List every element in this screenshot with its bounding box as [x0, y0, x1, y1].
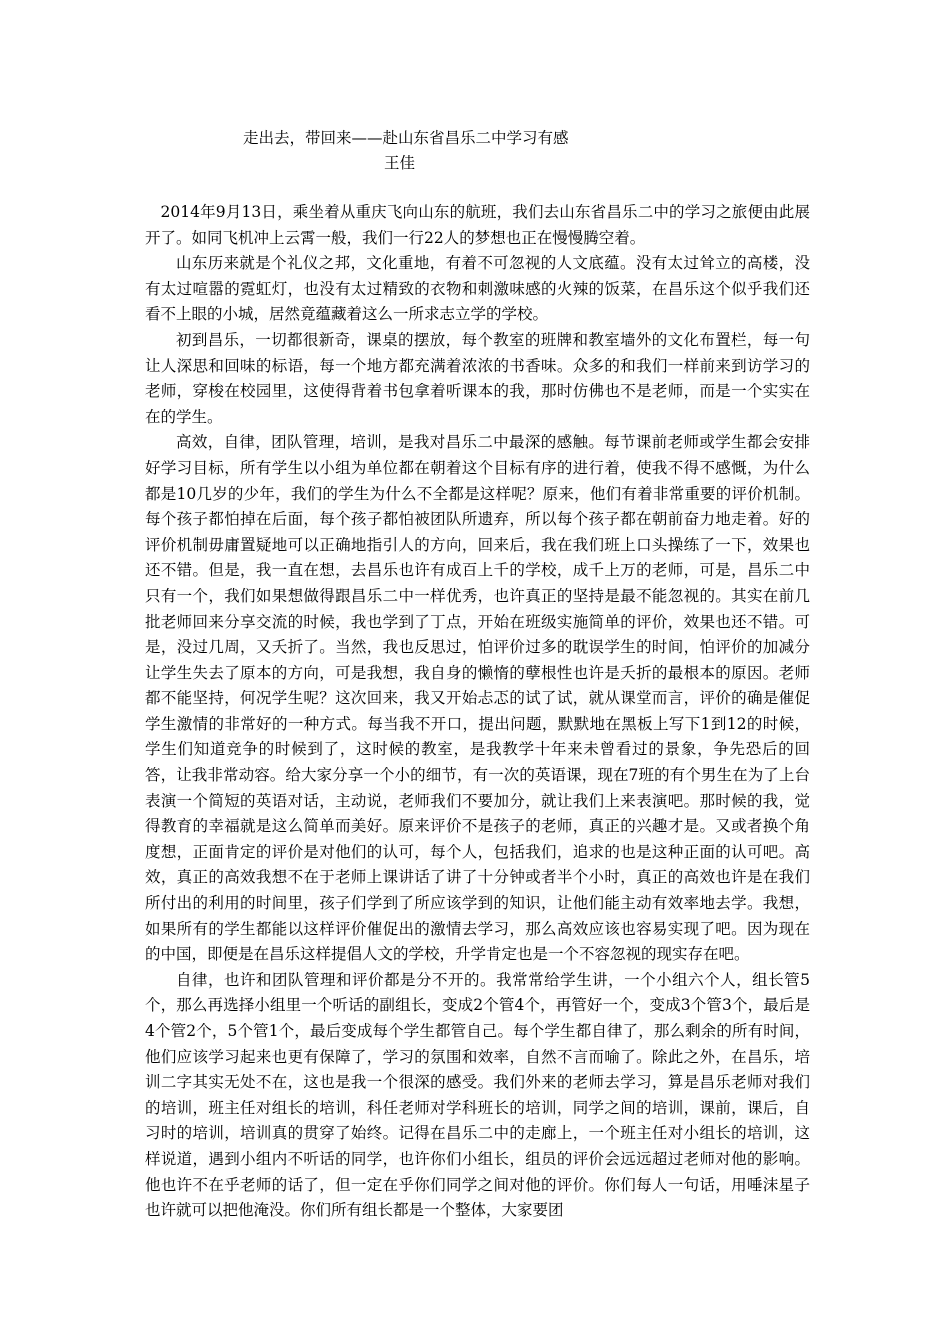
paragraph-3: 初到昌乐，一切都很新奇，课桌的摆放，每个教室的班牌和教室墙外的文化布置栏，每一句让人深思和回味的标语，每一个地方都充满着浓浓的书香味。众多的和我们一样前来到访学习的老师，穿梭在校园里，这使得背着书包拿着听课本的我，那时仿佛也不是老师，而是一个实实在在的学生。	[145, 330, 810, 426]
paragraph-5: 自律，也许和团队管理和评价都是分不开的。我常常给学生讲，一个小组六个人，组长管5个，那么再选择小组里一个听话的副组长，变成2个管4个，再管好一个，变成3个管3个，最后是4个管2个，5个管1个，最后变成每个学生都管自己。每个学生都自律了，那么剩余的所有时间，他们应该学习起来也更有保障了，学习的氛围和效率，自然不言而喻了。除此之外，在昌乐，培训二字其实无处不在，这也是我一个很深的感受。我们外来的老师去学习，算是昌乐老师对我们的培训，班主任对组长的培训，科任老师对学科班长的培训，同学之间的培训，课前，课后，自习时的培训，培训真的贯穿了始终。记得在昌乐二中的走廊上，一个班主任对小组长的培训，这样说道，遇到小组内不听话的同学，也许你们小组长，组员的评价会远远超过老师对他的影响。他也许不在乎老师的话了，但一定在乎你们同学之间对他的评价。你们每人一句话，用唾沫星子也许就可以把他淹没。你们所有组长都是一个整体，大家要团	[145, 970, 810, 1220]
document-author: 王佳	[384, 154, 416, 172]
paragraph-4: 高效，自律，团队管理，培训，是我对昌乐二中最深的感触。每节课前老师或学生都会安排好学习目标，所有学生以小组为单位都在朝着这个目标有序的进行着，使我不得不感慨，为什么都是10几岁的少年，我们的学生为什么不全都是这样呢？原来，他们有着非常重要的评价机制。每个孩子都怕掉在后面，每个孩子都怕被团队所遗弃，所以每个孩子都在朝前奋力地走着。好的评价机制毋庸置疑地可以正确地指引人的方向，回来后，我在我们班上口头操练了一下，效果也还不错。但是，我一直在想，去昌乐也许有成百上千的学校，成千上万的老师，可是，昌乐二中只有一个，我们如果想做得跟昌乐二中一样优秀，也许真正的坚持是最不能忽视的。其实在前几批老师回来分享交流的时候，我也学到了丁点，开始在班级实施简单的评价，效果也还不错。可是，没过几周，又夭折了。当然，我也反思过，怕评价过多的耽误学生的时间，怕评价的加减分让学生失去了原本的方向，可是我想，我自身的懒惰的孽根性也许是夭折的最根本的原因。老师都不能坚持，何况学生呢？这次回来，我又开始忐忑的试了试，就从课堂而言，评价的确是催促学生激情的非常好的一种方式。每当我不开口，提出问题，默默地在黑板上写下1到12的时候，学生们知道竞争的时候到了，这时候的教室，是我教学十年来未曾看过的景象，争先恐后的回答，让我非常动容。给大家分享一个小的细节，有一次的英语课，现在7班的有个男生在为了上台表演一个简短的英语对话，主动说，老师我们不要加分，就让我们上来表演吧。那时候的我，觉得教育的幸福就是这么简单而美好。原来评价不是孩子的老师，真正的兴趣才是。又或者换个角度想，正面肯定的评价是对他们的认可，每个人，包括我们，追求的也是这种正面的认可吧。高效，真正的高效我想不在于老师上课讲话了讲了十分钟或者半个小时，真正的高效也许是在我们所付出的利用的时间里，孩子们学到了所应该学到的知识，让他们能主动有效率地去学。我想，如果所有的学生都能以这样评价催促出的激情去学习，那么高效应该也容易实现了吧。因为现在的中国，即便是在昌乐这样提倡人文的学校，升学肯定也是一个不容忽视的现实存在吧。	[145, 433, 810, 964]
document-title: 走出去，带回来——赴山东省昌乐二中学习有感	[243, 129, 569, 147]
document-body	[145, 200, 810, 1224]
paragraph-2: 山东历来就是个礼仪之邦，文化重地，有着不可忽视的人文底蕴。没有太过耸立的高楼，没有太过喧嚣的霓虹灯，也没有太过精致的衣物和刺激味感的火辣的饭菜，在昌乐这个似乎我们还看不上眼的小城，居然竟蕴藏着这么一所求志立学的学校。	[145, 254, 810, 324]
paragraph-1: 2014年9月13日，乘坐着从重庆飞向山东的航班，我们去山东省昌乐二中的学习之旅便由此展开了。如同飞机冲上云霄一般，我们一行22人的梦想也正在慢慢腾空着。	[145, 203, 810, 247]
